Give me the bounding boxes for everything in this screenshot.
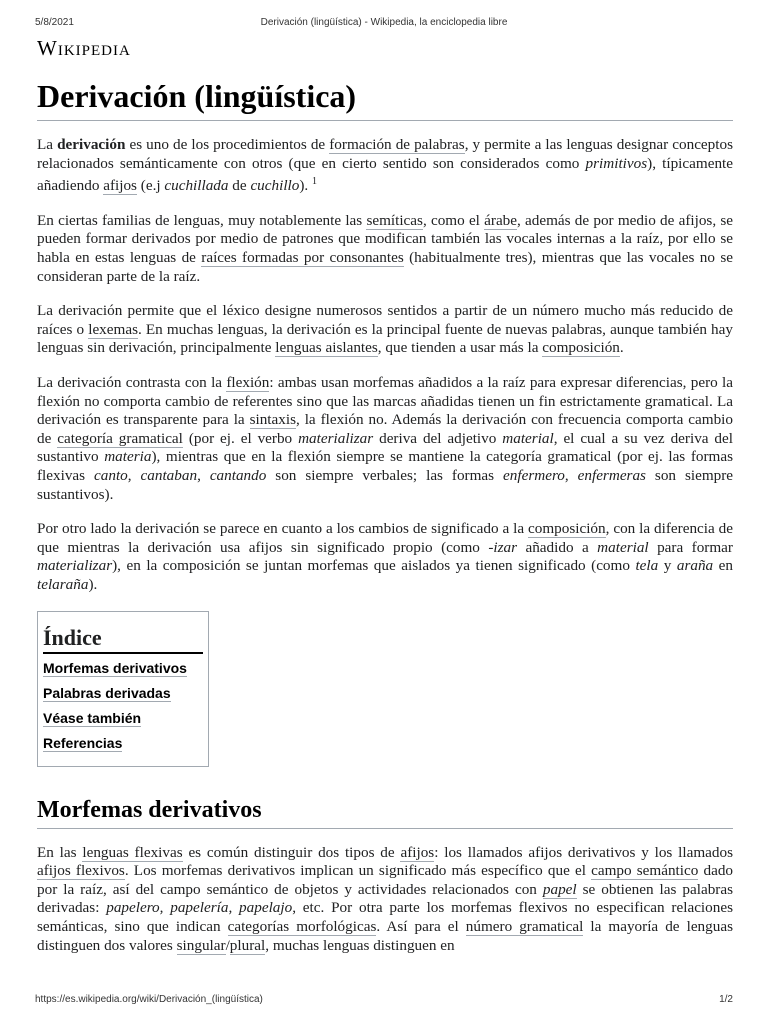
link-numero-gramatical[interactable]: número gramatical [465, 917, 584, 935]
link-sintaxis[interactable]: sintaxis [249, 411, 296, 429]
paragraph-3: La derivación permite que el léxico designe numerosos sentidos a partir de un número mucho más reducido de raíces o lexemas. En muchas lenguas, la derivación es la principal fuente de nuevas palabras, aunque también hay lenguas sin derivación, principalmente lenguas aislantes, que tienden a usar más la composición. [37, 302, 733, 357]
page-title: Derivación (lingüística) [37, 76, 733, 121]
print-page-number: 1/2 [719, 994, 733, 1005]
link-plural[interactable]: plural [229, 936, 266, 954]
print-url: https://es.wikipedia.org/wiki/Derivación_(lingüística) [35, 994, 263, 1005]
link-lexemas[interactable]: lexemas [88, 320, 138, 338]
link-afijos[interactable]: afijos [103, 177, 137, 195]
link-afijos-2[interactable]: afijos [400, 843, 435, 861]
link-categorias-morfologicas[interactable]: categorías morfológicas [227, 917, 377, 935]
toc-item-palabras-derivadas[interactable]: Palabras derivadas [43, 684, 171, 701]
link-campo-semantico[interactable]: campo semántico [591, 862, 699, 880]
section-heading-morfemas: Morfemas derivativos [37, 795, 733, 829]
link-lenguas-aislantes[interactable]: lenguas aislantes [275, 339, 378, 357]
link-papel[interactable]: papel [542, 880, 577, 898]
table-of-contents [37, 611, 209, 767]
print-date: 5/8/2021 [35, 17, 74, 28]
wikipedia-logo[interactable]: Wikipedia [37, 36, 131, 60]
link-flexion[interactable]: flexión [226, 374, 270, 391]
link-semiticas[interactable]: semíticas [366, 211, 423, 229]
paragraph-2: En ciertas familias de lenguas, muy notablemente las semíticas, como el árabe, además de por medio de afijos, se pueden formar derivados por medio de patrones que modifican también las vocales internas a la raíz, por ello se habla en estas lenguas de raíces formadas por consonantes (habitualmente tres), mientras que las vocales no se consideran parte de la raíz. [37, 211, 733, 285]
paragraph-4: La derivación contrasta con la flexión: ambas usan morfemas añadidos a la raíz para expresar diferencias, pero la flexión no comporta cambio de referentes sino que las marcas añadidas tienen un fin estrictamente gramatical. La derivación es transparente para la sintaxis, la flexión no. Además la derivación con frecuencia comporta cambio de categoría gramatical (por ej. el verbo materializar deriva del adjetivo material, el cual a su vez deriva del sustantivo materia), mientras que en la flexión siempre se mantiene la categoría gramatical (por ej. las formas flexivas canto, cantaban, cantando son siempre verbales; las formas enfermero, enfermeras son siempre sustantivos). [37, 374, 734, 503]
link-composicion-2[interactable]: composición [528, 520, 606, 538]
link-afijos-flexivos[interactable]: afijos flexivos [37, 862, 125, 880]
link-lenguas-flexivas[interactable]: lenguas flexivas [82, 843, 183, 861]
toc-title: Índice [43, 624, 203, 654]
paragraph-5: Por otro lado la derivación se parece en cuanto a los cambios de significado a la composición, con la diferencia de que mientras la derivación usa afijos sin significado propio (como -izar añadido a material para formar materializar), en la composición se juntan morfemas que aislados ya tienen significado (como tela y araña en telaraña). [37, 520, 734, 593]
toc-item-referencias[interactable]: Referencias [43, 734, 123, 751]
link-composicion[interactable]: composición [542, 339, 620, 357]
print-header [35, 17, 733, 31]
toc-item-vease-tambien[interactable]: Véase también [43, 709, 142, 726]
link-formacion-de-palabras[interactable]: formación de palabras [329, 136, 465, 153]
link-raices-consonantes[interactable]: raíces formadas por consonantes [201, 249, 404, 267]
print-footer [35, 994, 733, 1008]
paragraph-6: En las lenguas flexivas es común distinguir dos tipos de afijos: los llamados afijos derivativos y los llamados afijos flexivos. Los morfemas derivativos implican un significado más específico que el campo semántico dado por la raíz, así del campo semántico de objetos y actividades relacionados con papel se obtienen las palabras derivadas: papelero, papelería, papelajo, etc. Por otra parte los morfemas flexivos no especifican relaciones semánticas, sino que indican categorías morfológicas. Así para el número gramatical la mayoría de lenguas distinguen dos valores singular/plural, muchas lenguas distinguen en [37, 843, 734, 954]
toc-item-morfemas-derivativos[interactable]: Morfemas derivativos [43, 659, 187, 676]
reference-1[interactable]: 1 [312, 176, 318, 188]
article-content [37, 76, 733, 955]
print-tab-title: Derivación (lingüística) - Wikipedia, la enciclopedia libre [260, 17, 508, 28]
paragraph-1: La derivación es uno de los procedimientos de formación de palabras, y permite a las lenguas designar conceptos relacionados semánticamente con otros (que en cierto sentido son considerados como primitivos), típicamente añadiendo afijos (e.j cuchillada de cuchillo). $^1$ [37, 136, 733, 195]
link-categoria-gramatical[interactable]: categoría gramatical [57, 429, 183, 447]
link-arabe[interactable]: árabe [484, 211, 518, 229]
link-singular[interactable]: singular [176, 936, 226, 954]
